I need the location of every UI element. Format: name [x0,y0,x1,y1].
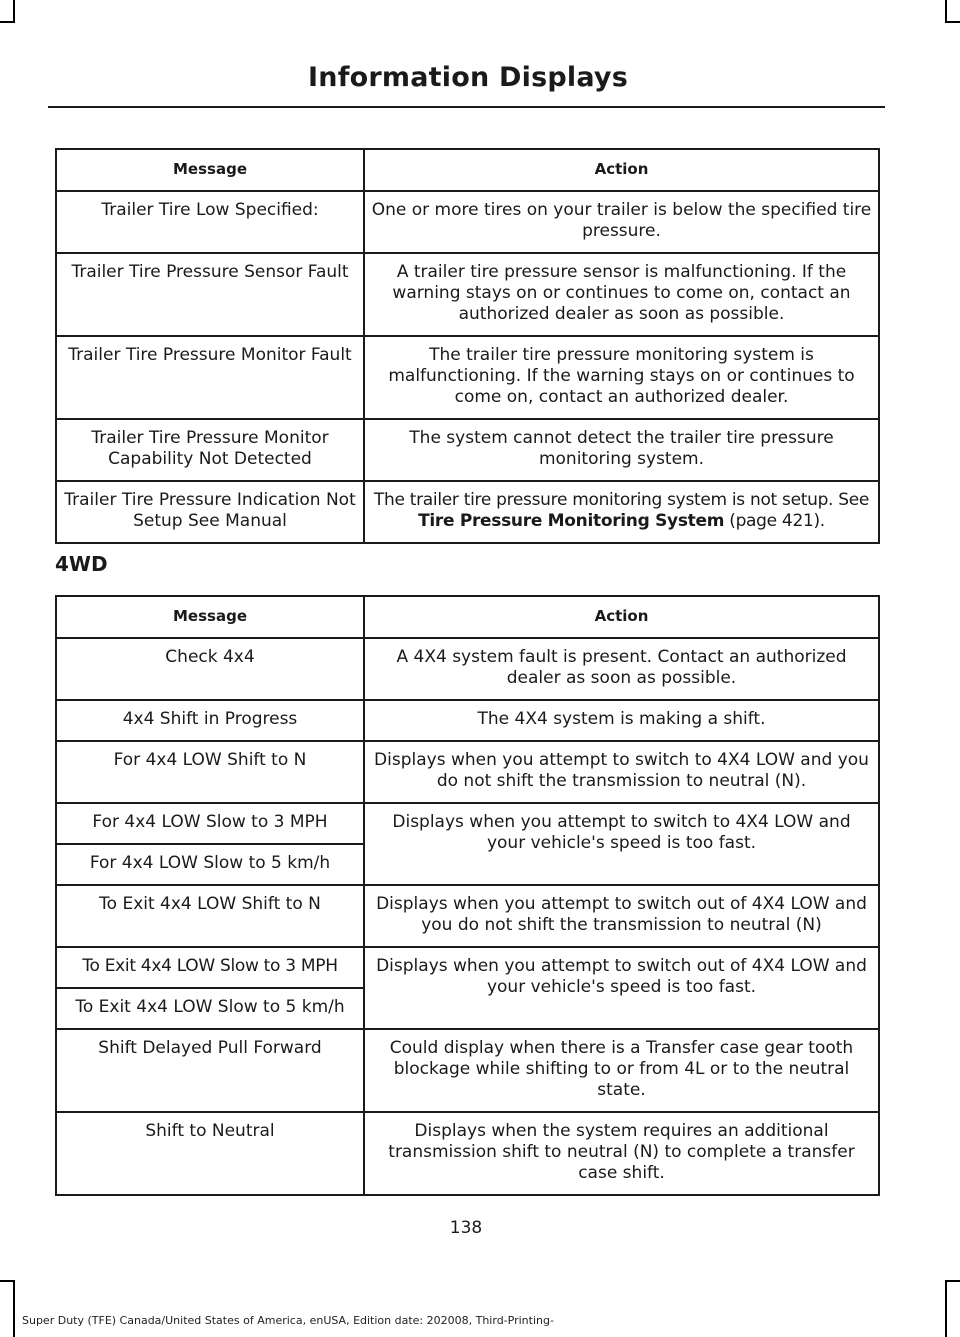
action-cell: The 4X4 system is making a shift. [364,700,879,741]
table-row [56,481,879,543]
action-cell: Displays when you attempt to switch out of 4X4 LOW and you do not shift the transmission to neutral (N) [364,885,879,947]
table-row [56,885,879,947]
page-reference-number: (page 421). [729,511,825,531]
message-cell: To Exit 4x4 LOW Shift to N [56,885,364,947]
header-divider [48,106,885,108]
table-row [56,700,879,741]
crop-mark [945,21,960,23]
column-header-message: Message [56,596,364,638]
action-cell: One or more tires on your trailer is below the specified tire pressure. [364,191,879,253]
action-cell [364,481,879,543]
table-row [56,336,879,419]
action-cell: The trailer tire pressure monitoring system is malfunctioning. If the warning stays on or continues to come on, contact an authorized dealer. [364,336,879,419]
table-row [56,638,879,700]
action-cell: The system cannot detect the trailer tire pressure monitoring system. [364,419,879,481]
crop-mark [945,1280,960,1282]
action-cell: Displays when the system requires an additional transmission shift to neutral (N) to complete a transfer case shift. [364,1112,879,1195]
table-row [56,253,879,336]
page-reference-link[interactable]: Tire Pressure Monitoring System [418,511,725,531]
message-cell: Trailer Tire Pressure Monitor Capability Not Detected [56,419,364,481]
action-cell: A 4X4 system fault is present. Contact an authorized dealer as soon as possible. [364,638,879,700]
action-cell: Displays when you attempt to switch to 4X4 LOW and your vehicle's speed is too fast. [364,803,879,885]
message-cell: Shift Delayed Pull Forward [56,1029,364,1112]
table-row [56,191,879,253]
4wd-messages-table [55,595,880,1196]
table-header-row [56,596,879,638]
table-row [56,741,879,803]
message-cell: For 4x4 LOW Slow to 5 km/h [56,844,364,885]
message-cell: Shift to Neutral [56,1112,364,1195]
message-cell: To Exit 4x4 LOW Slow to 3 MPH [56,947,364,988]
crop-mark [945,1280,947,1337]
message-cell: 4x4 Shift in Progress [56,700,364,741]
crop-mark [0,1280,15,1282]
message-cell: Check 4x4 [56,638,364,700]
message-cell: For 4x4 LOW Slow to 3 MPH [56,803,364,844]
crop-mark [13,0,15,21]
trailer-tire-messages-table [55,148,880,544]
message-cell: Trailer Tire Pressure Indication Not Setup See Manual [56,481,364,543]
message-cell: Trailer Tire Low Specified: [56,191,364,253]
column-header-action: Action [364,596,879,638]
section-heading: 4WD [55,552,108,576]
crop-mark [945,0,947,21]
page-number: 138 [449,1218,483,1238]
action-cell: A trailer tire pressure sensor is malfunctioning. If the warning stays on or continues to come on, contact an authorized dealer as soon as possible. [364,253,879,336]
footer-edition-text: Super Duty (TFE) Canada/United States of America, enUSA, Edition date: 202008, Third-Printing- [22,1314,554,1327]
table-row [56,1112,879,1195]
table-row [56,419,879,481]
message-cell: Trailer Tire Pressure Monitor Fault [56,336,364,419]
action-cell: Displays when you attempt to switch out of 4X4 LOW and your vehicle's speed is too fast. [364,947,879,1029]
column-header-message: Message [56,149,364,191]
table-header-row [56,149,879,191]
action-text: The trailer tire pressure monitoring system is not setup. See [373,490,870,510]
action-cell: Displays when you attempt to switch to 4X4 LOW and you do not shift the transmission to neutral (N). [364,741,879,803]
table-row [56,947,879,988]
table-row [56,1029,879,1112]
crop-mark [0,21,15,23]
page-title: Information Displays [308,62,628,93]
message-cell: To Exit 4x4 LOW Slow to 5 km/h [56,988,364,1029]
message-cell: Trailer Tire Pressure Sensor Fault [56,253,364,336]
action-cell: Could display when there is a Transfer case gear tooth blockage while shifting to or from 4L or to the neutral state. [364,1029,879,1112]
table-row [56,803,879,844]
column-header-action: Action [364,149,879,191]
crop-mark [13,1280,15,1337]
message-cell: For 4x4 LOW Shift to N [56,741,364,803]
